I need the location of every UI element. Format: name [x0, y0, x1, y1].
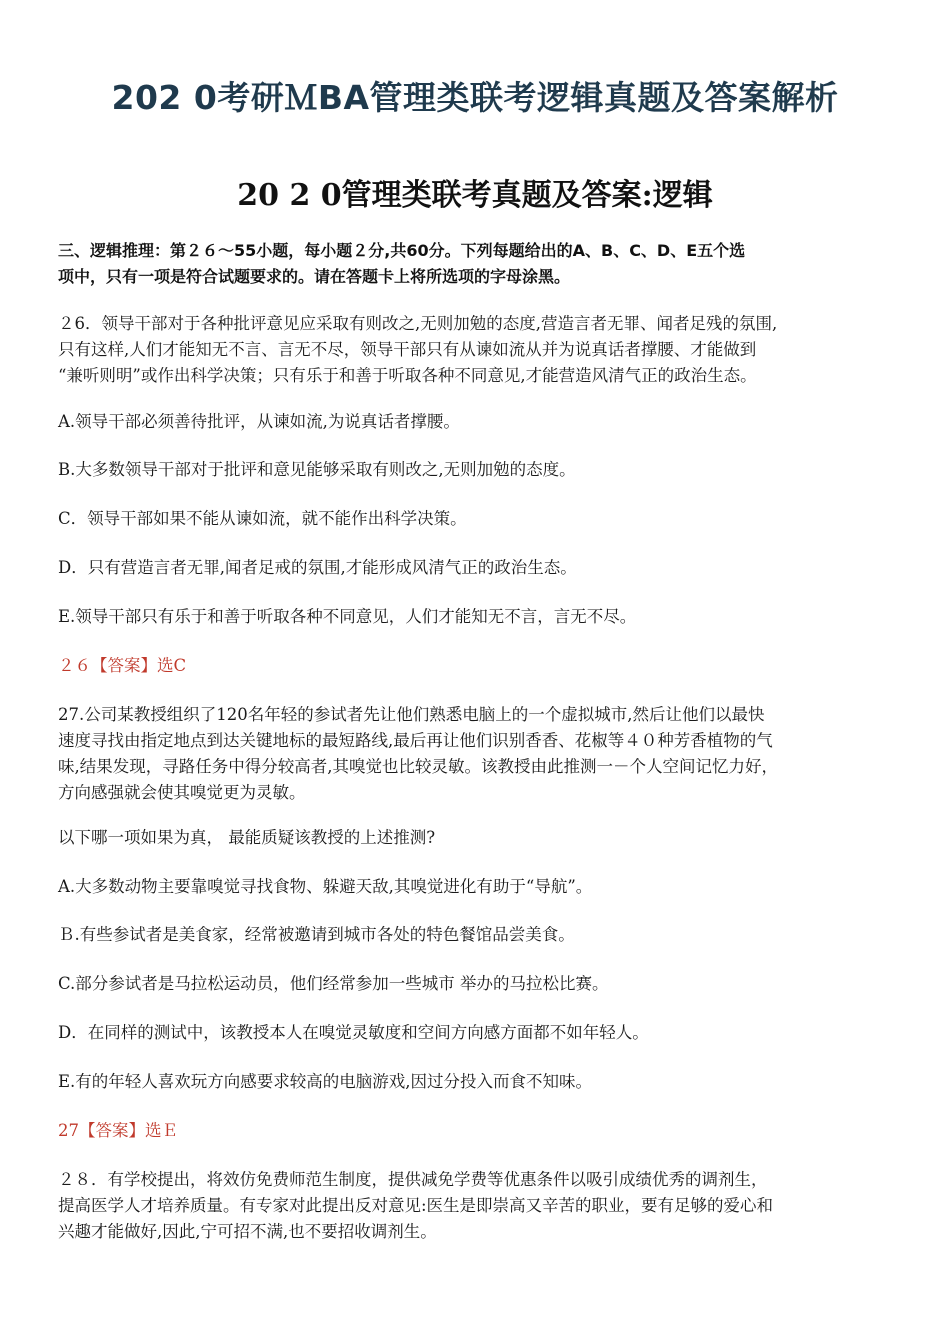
question-27-option-b: Ｂ.有些参试者是美食家，经常被邀请到城市各处的特色餐馆品尝美食。	[58, 925, 575, 944]
document-title: 202 0考研ＭBA管理类联考逻辑真题及答案解析	[111, 78, 839, 117]
question-26-option-d: D．只有营造言者无罪,闻者足戒的氛围,才能形成风清气正的政治生态。	[58, 558, 577, 577]
question-26-stem-line: 只有这样,人们才能知无不言、言无不尽，领导干部只有从谏如流从并为说真话者撑腰、才能做到	[58, 340, 757, 359]
question-28-stem-line: ２８．有学校提出，将效仿免费师范生制度，提供减免学费等优惠条件以吸引成绩优秀的调剂生，	[58, 1170, 768, 1189]
question-26-stem	[58, 311, 898, 389]
question-27-option-c: C.部分参试者是马拉松运动员，他们经常参加一些城市 举办的马拉松比赛。	[58, 974, 609, 993]
question-28-stem	[58, 1167, 898, 1245]
question-26-stem-line: ２6．领导干部对于各种批评意见应采取有则改之,无则加勉的态度,营造言者无罪、闻者足残的氛围,	[58, 314, 778, 333]
document-subtitle: 20 2 0管理类联考真题及答案:逻辑	[237, 178, 713, 213]
section-instructions	[58, 238, 898, 290]
question-27-stem-line: 方向感强就会使其嗅觉更为灵敏。	[58, 783, 306, 802]
question-27-option-a: A.大多数动物主要靠嗅觉寻找食物、躲避天敌,其嗅觉进化有助于“导航”。	[58, 877, 593, 896]
question-26-option-b: B.大多数领导干部对于批评和意见能够采取有则改之,无则加勉的态度。	[58, 460, 576, 479]
question-27-stem-line: 27.公司某教授组织了120名年轻的参试者先让他们熟悉电脑上的一个虚拟城市,然后让他们以最快	[58, 705, 765, 724]
question-27-stem-line: 味,结果发现，寻路任务中得分较高者,其嗅觉也比较灵敏。该教授由此推测一－个人空间记忆力好，	[58, 757, 778, 776]
question-28-stem-line: 提高医学人才培养质量。有专家对此提出反对意见:医生是即崇高又辛苦的职业，要有足够的爱心和	[58, 1196, 774, 1215]
question-26-stem-line: “兼听则明”或作出科学决策；只有乐于和善于听取各种不同意见,才能营造风清气正的政治生态。	[58, 366, 757, 385]
question-27-stem	[58, 702, 898, 806]
question-28-stem-line: 兴趣才能做好,因此,宁可招不满,也不要招收调剂生。	[58, 1222, 437, 1241]
question-26-option-c: C．领导干部如果不能从谏如流，就不能作出科学决策。	[58, 509, 467, 528]
question-26-option-a: A.领导干部必须善待批评，从谏如流,为说真话者撑腰。	[58, 412, 460, 431]
question-27-prompt: 以下哪一项如果为真， 最能质疑该教授的上述推测?	[58, 828, 436, 847]
question-27-option-d: D．在同样的测试中，该教授本人在嗅觉灵敏度和空间方向感方面都不如年轻人。	[58, 1023, 649, 1042]
question-27-answer: 27【答案】选Ｅ	[58, 1121, 178, 1140]
question-26-answer: ２６【答案】选C	[58, 656, 187, 675]
question-27-option-e: E.有的年轻人喜欢玩方向感要求较高的电脑游戏,因过分投入而食不知味。	[58, 1072, 593, 1091]
question-27-stem-line: 速度寻找由指定地点到达关键地标的最短路线,最后再让他们识别香香、花椒等４０种芳香植物的气	[58, 731, 773, 750]
question-26-option-e: E.领导干部只有乐于和善于听取各种不同意见，人们才能知无不言，言无不尽。	[58, 607, 637, 626]
instructions-line: 项中，只有一项是符合试题要求的。请在答题卡上将所选项的字母涂黑。	[58, 267, 571, 286]
instructions-line: 三、逻辑推理：第２６～55小题，每小题２分,共60分。下列每题给出的A、B、C、D、E五个选	[58, 241, 746, 260]
